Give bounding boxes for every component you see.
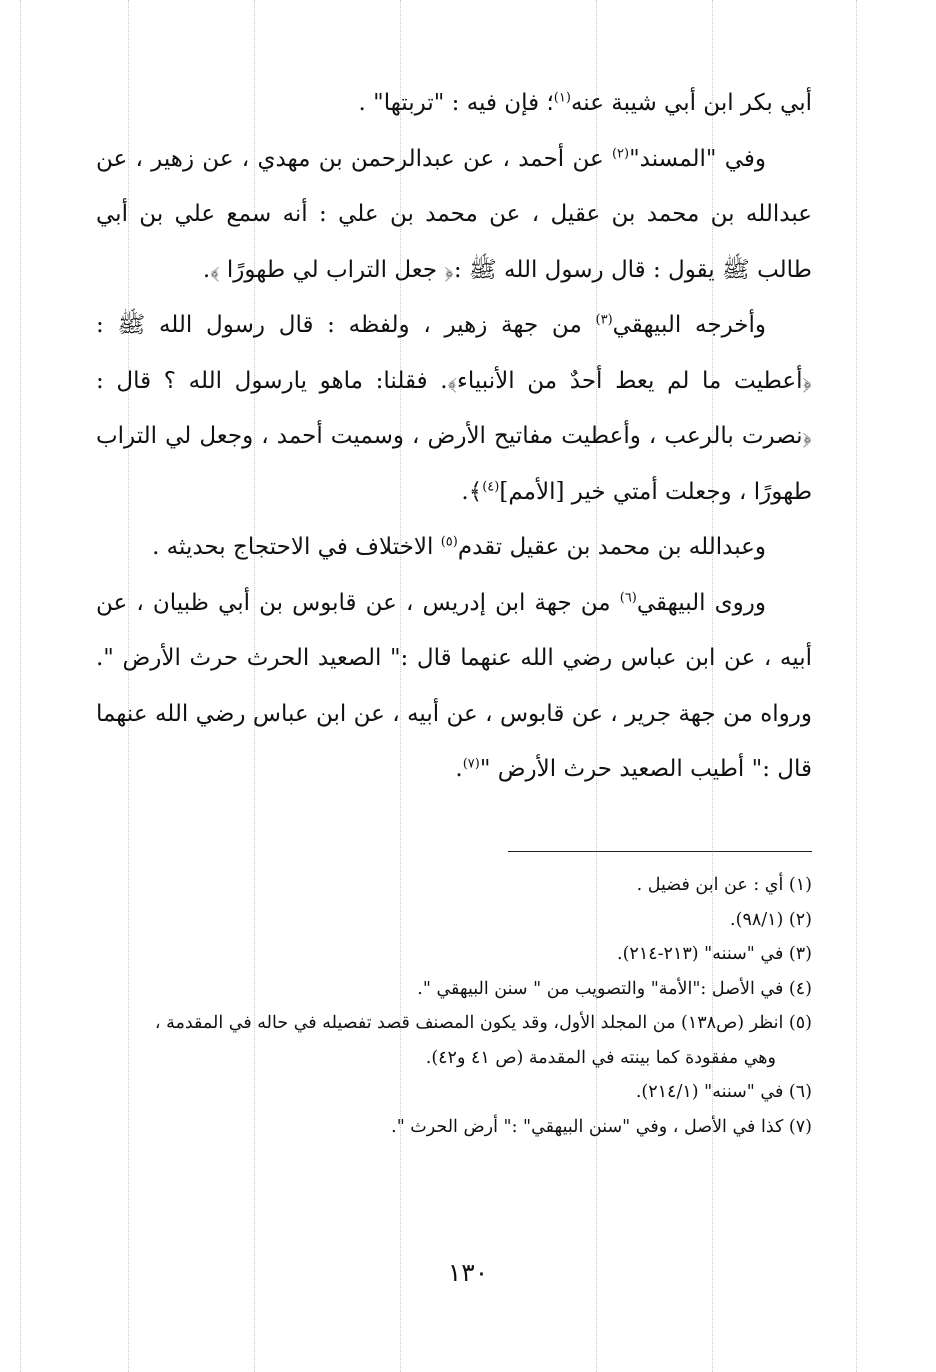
- footnote-ref-4[interactable]: (٤): [482, 478, 500, 494]
- footnote-4: (٤) في الأصل :"الأمة" والتصويب من " سنن البيهقي ".: [417, 978, 812, 999]
- paragraph-4: وعبدالله بن محمد بن عقيل تقدم$^{(٥)}$ الاختلاف في الاحتجاج بحديثه .: [152, 534, 766, 560]
- footnote-5-continuation: وهي مفقودة كما بينته في المقدمة (ص ٤١ و٤٢).: [425, 1047, 776, 1068]
- footnote-ref-7[interactable]: (٧): [462, 756, 480, 772]
- paragraph-1: أبي بكر ابن أبي شيبة عنه$^{(١)}$؛ فإن فيه : "تربتها" .: [358, 90, 812, 116]
- footnote-ref-1[interactable]: (١): [553, 90, 571, 106]
- footnotes-block: [100, 868, 812, 1144]
- footnote-7: (٧) كذا في الأصل ، وفي "سنن البيهقي" :" أرض الحرث ".: [391, 1116, 812, 1137]
- scan-guide-line: [20, 0, 21, 1372]
- paragraph-5: وروى البيهقي$^{(٦)}$ من جهة ابن إدريس ، عن قابوس بن أبي ظبيان ، عن أبيه ، عن ابن عباس رضي الله عنهما قال :" الصعيد الحرث حرث الأرض ". ورواه من جهة جرير ، عن قابوس ، عن أبيه ، عن ابن عباس رضي الله عنهما قال :" أطيب الصعيد حرث الأرض "$^{(٧)}$.: [96, 589, 812, 782]
- paragraph-2: وفي "المسند"$^{(٢)}$ عن أحمد ، عن عبدالرحمن بن مهدي ، عن زهير ، عن عبدالله بن محمد بن عقيل ، عن محمد بن علي : أنه سمع علي بن أبي طالب ﷺ يقول : قال رسول الله ﷺ :﴿ جعل التراب لي طهورًا ﴾.: [96, 145, 812, 283]
- page-number: ١٣٠: [447, 1258, 489, 1287]
- footnote-ref-2[interactable]: (٢): [611, 145, 630, 161]
- footnote-2: (٢) (٩٨/١).: [730, 909, 812, 930]
- footnote-separator: [508, 851, 812, 852]
- footnote-ref-3[interactable]: (٣): [595, 312, 613, 328]
- scan-guide-line: [856, 0, 857, 1372]
- paragraph-3: وأخرجه البيهقي$^{(٣)}$ من جهة زهير ، ولفظه : قال رسول الله ﷺ : ﴿أعطيت ما لم يعط أحدٌ من الأنبياء﴾. فقلنا: ماهو يارسول الله ؟ قال : ﴿نصرت بالرعب ، وأعطيت مفاتيح الأرض ، وسميت أحمد ، وجعل لي التراب طهورًا ، وجعلت أمتي خير [الأمم]$^{(٤)}$﴾.: [96, 312, 812, 505]
- footnote-6: (٦) في "سننه" (٢١٤/١).: [635, 1082, 812, 1102]
- footnote-1: (١) أي : عن ابن فضيل .: [636, 875, 812, 895]
- footnote-3: (٣) في "سننه" (٢١٣-٢١٤).: [617, 944, 812, 964]
- main-text-block: [96, 76, 812, 798]
- footnote-ref-6[interactable]: (٦): [619, 589, 637, 605]
- footnote-ref-5[interactable]: (٥): [440, 534, 458, 550]
- footnote-5: (٥) انظر (ص١٣٨) من المجلد الأول، وقد يكون المصنف قصد تفصيله في حاله في المقدمة ،: [154, 1013, 812, 1033]
